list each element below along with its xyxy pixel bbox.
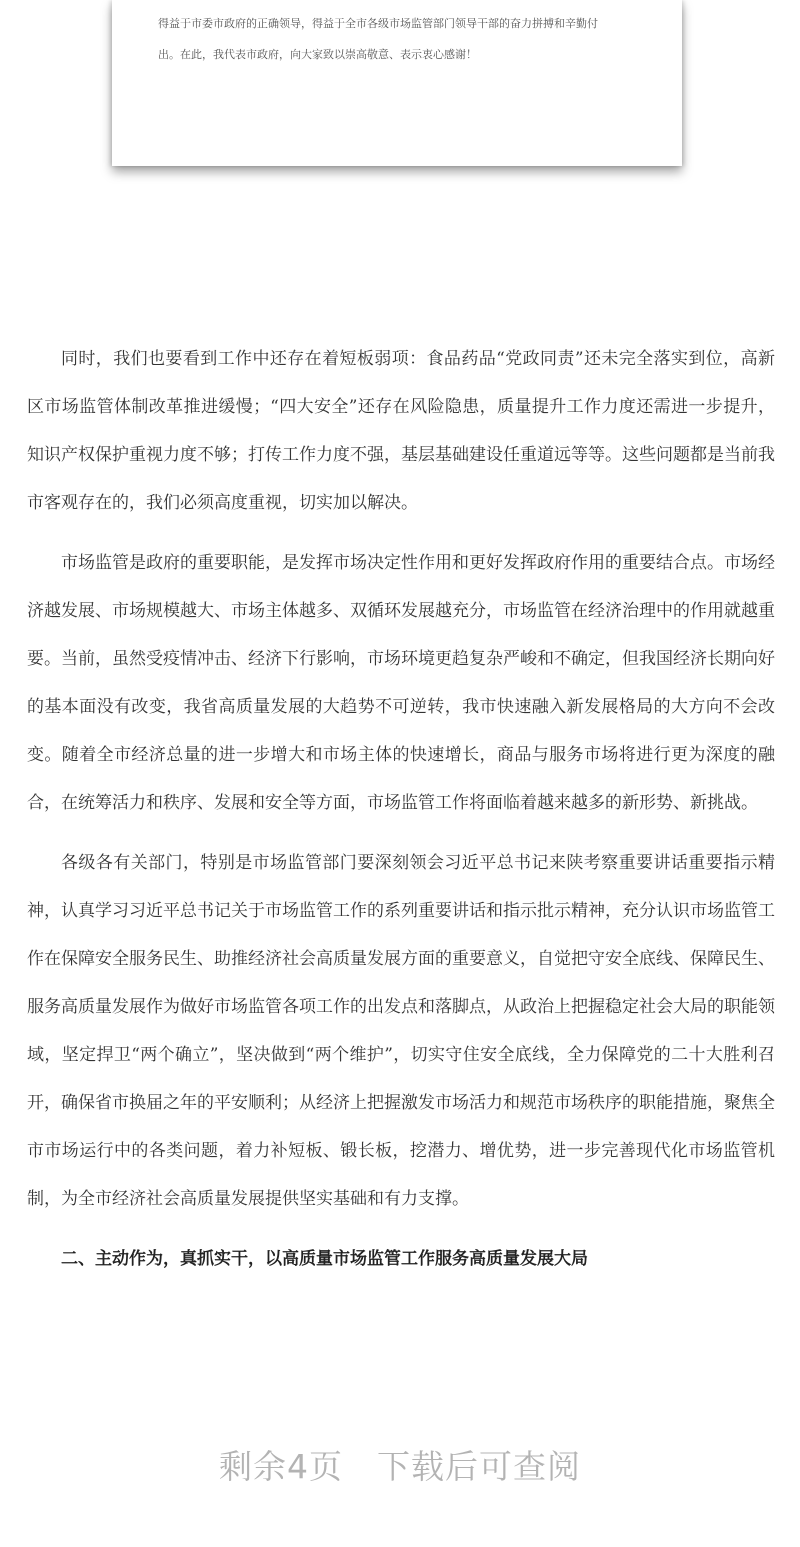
section-heading: 二、主动作为，真抓实干，以高质量市场监管工作服务高质量发展大局	[61, 1249, 588, 1269]
preview-line-2: 出。在此，我代表市政府，向大家致以崇高敬意、表示衷心感谢！	[158, 48, 477, 61]
paragraph-2: 市场监管是政府的重要职能，是发挥市场决定性作用和更好发挥政府作用的重要结合点。市场经济越发展、市场规模越大、市场主体越多、双循环发展越充分，市场监管在经济治理中的作用就越重要。当前，虽然受疫情冲击、经济下行影响，市场环境更趋复杂严峻和不确定，但我国经济长期向好的基本面没有改变，我省高质量发展的大趋势不可逆转，我市快速融入新发展格局的大方向不会改变。随着全市经济总量的进一步增大和市场主体的快速增长，商品与服务市场将进行更为深度的融合，在统筹活力和秩序、发展和安全等方面，市场监管工作将面临着越来越多的新形势、新挑战。	[27, 553, 775, 813]
paragraph-3: 各级各有关部门，特别是市场监管部门要深刻领会习近平总书记来陕考察重要讲话重要指示精神，认真学习习近平总书记关于市场监管工作的系列重要讲话和指示批示精神，充分认识市场监管工作在保障安全服务民生、助推经济社会高质量发展方面的重要意义，自觉把守安全底线、保障民生、服务高质量发展作为做好市场监管各项工作的出发点和落脚点，从政治上把握稳定社会大局的职能领域，坚定捍卫“两个确立”，坚决做到“两个维护”，切实守住安全底线，全力保障党的二十大胜利召开，确保省市换届之年的平安顺利；从经济上把握激发市场活力和规范市场秩序的职能措施，聚焦全市市场运行中的各类问题，着力补短板、锻长板，挖潜力、增优势，进一步完善现代化市场监管机制，为全市经济社会高质量发展提供坚实基础和有力支撑。	[27, 853, 775, 1209]
preview-card-text	[158, 8, 658, 70]
paragraph-1: 同时，我们也要看到工作中还存在着短板弱项：食品药品“党政同责”还未完全落实到位，高新区市场监管体制改革推进缓慢；“四大安全”还存在风险隐患，质量提升工作力度还需进一步提升，知识产权保护重视力度不够；打传工作力度不强，基层基础建设任重道远等等。这些问题都是当前我市客观存在的，我们必须高度重视，切实加以解决。	[27, 349, 775, 513]
document-body	[27, 335, 775, 1295]
preview-line-1: 得益于市委市政府的正确领导，得益于全市各级市场监管部门领导干部的奋力拼搏和辛勤付	[158, 17, 598, 30]
remaining-pages-notice[interactable]: 剩余4页 下载后可查阅	[219, 1447, 581, 1486]
preview-page-card	[112, 0, 682, 166]
